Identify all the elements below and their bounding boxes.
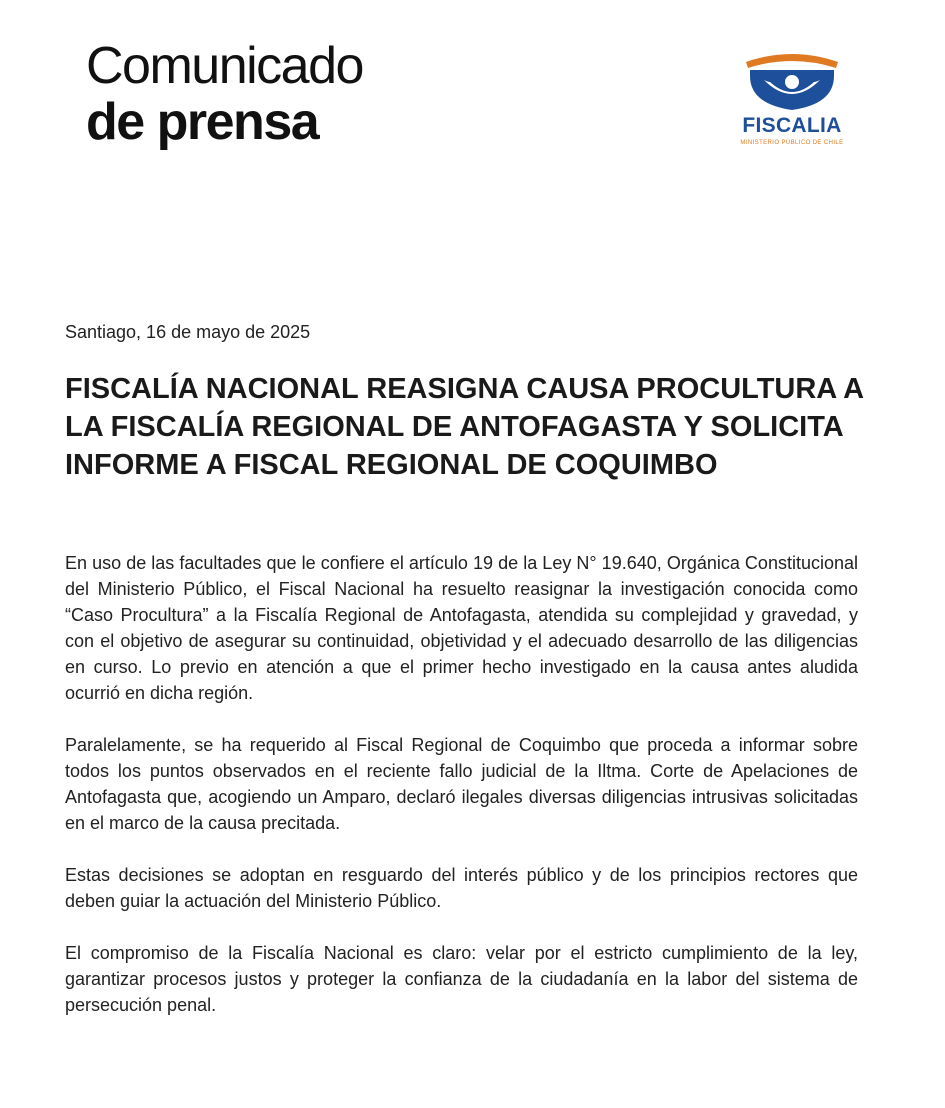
press-body <box>65 550 858 1044</box>
body-paragraph: Paralelamente, se ha requerido al Fiscal Regional de Coquimbo que proceda a informar sobre todos los puntos observados en el reciente fallo judicial de la Iltma. Corte de Apelaciones de Antofagasta que, acogiendo un Amparo, declaró ilegales diversas diligencias intrusivas solicitadas en el marco de la causa precitada. <box>65 735 858 833</box>
logo-subtitle: MINISTERIO PÚBLICO DE CHILE <box>740 140 844 146</box>
press-headline: FISCALÍA NACIONAL REASIGNA CAUSA PROCULTURA A LA FISCALÍA REGIONAL DE ANTOFAGASTA Y SOLICITA INFORME A FISCAL REGIONAL DE COQUIMBO <box>65 373 864 481</box>
body-paragraph: El compromiso de la Fiscalía Nacional es claro: velar por el estricto cumplimiento de la ley, garantizar procesos justos y proteger la confianza de la ciudadanía en la labor del sistema de persecución penal. <box>65 943 858 1015</box>
fiscalia-logo <box>712 52 872 152</box>
fiscalia-emblem-icon <box>742 52 842 112</box>
title-line-2: de prensa <box>86 93 319 151</box>
title-line-1: Comunicado <box>86 37 363 95</box>
logo-wordmark: FISCALIA <box>742 114 842 137</box>
body-paragraph: Estas decisiones se adoptan en resguardo del interés público y de los principios rectores que deben guiar la actuación del Ministerio Público. <box>65 865 858 911</box>
press-date: Santiago, 16 de mayo de 2025 <box>65 322 311 342</box>
body-paragraph: En uso de las facultades que le confiere el artículo 19 de la Ley N° 19.640, Orgánica Constitucional del Ministerio Público, el Fiscal Nacional ha resuelto reasignar la investigación conocida como “Caso Procultura” a la Fiscalía Regional de Antofagasta, atendida su complejidad y gravedad, y con el objetivo de asegurar su continuidad, objetividad y el adecuado desarrollo de las diligencias en curso. Lo previo en atención a que el primer hecho investigado en la causa antes aludida ocurrió en dicha región. <box>65 553 858 703</box>
document-title <box>86 38 363 150</box>
